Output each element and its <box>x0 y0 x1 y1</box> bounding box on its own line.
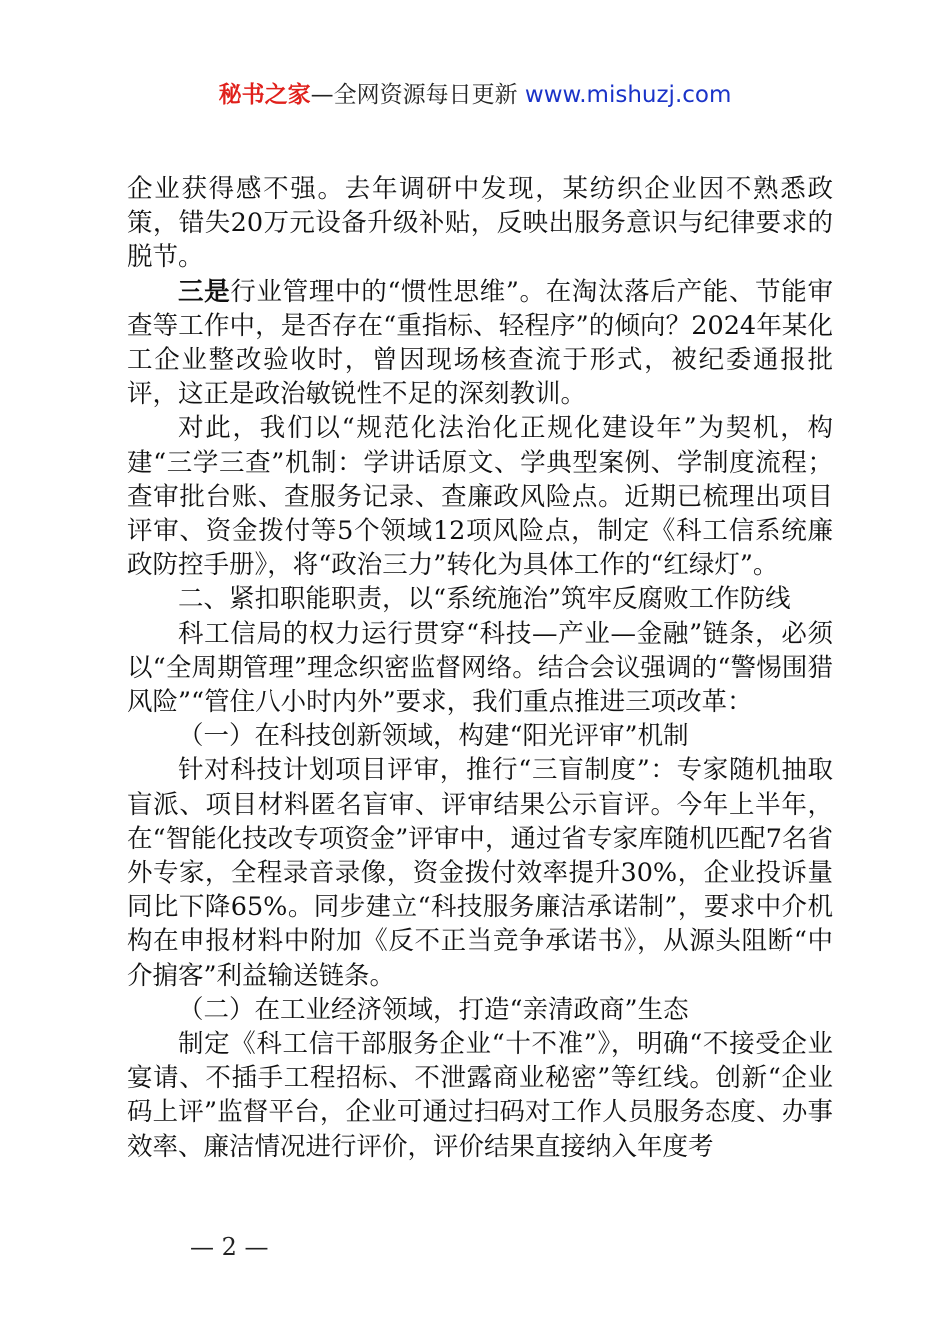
paragraph-ten-prohibitions: 制定《科工信干部服务企业“十不准”》，明确“不接受企业宴请、不插手工程招标、不泄露商业秘密”等红线。创新“企业码上评”监督平台，企业可通过扫码对工作人员服务态度、办事效率、廉洁情况进行评价，评价结果直接纳入年度考 <box>127 1029 833 1162</box>
point-three-text: 行业管理中的“惯性思维”。在淘汰落后产能、节能审查等工作中，是否存在“重指标、轻程序”的倾向？2024年某化工企业整改验收时，曾因现场核查流于形式，被纪委通报批评，这正是政治敏锐性不足的深刻教训。 <box>127 276 833 410</box>
site-brand: 秘书之家 <box>218 82 311 108</box>
site-tagline: —全网资源每日更新 <box>310 82 518 108</box>
paragraph-power-operation: 科工信局的权力运行贯穿“科技—产业—金融”链条，必须以“全周期管理”理念织密监督网络。结合会议强调的“警惕围猎风险”“管住八小时内外”要求，我们重点推进三项改革： <box>127 618 833 718</box>
subheading-industrial-economy: （二）在工业经济领域，打造“亲清政商”生态 <box>178 994 689 1025</box>
site-header <box>0 78 950 112</box>
subheading-tech-innovation: （一）在科技创新领域，构建“阳光评审”机制 <box>178 721 689 752</box>
document-body <box>127 172 833 1164</box>
point-three-lead: 三是 <box>178 276 231 307</box>
paragraph-sunshine-review: 针对科技计划项目评审，推行“三盲制度”：专家随机抽取盲派、项目材料匿名盲审、评审结果公示盲评。今年上半年，在“智能化技改专项资金”评审中，通过省专家库随机匹配7名省外专家，全程录音录像，资金拨付效率提升30%，企业投诉量同比下降65%。同步建立“科技服务廉洁承诺制”，要求中介机构在申报材料中附加《反不正当竞争承诺书》，从源头阻断“中介掮客”利益输送链条。 <box>127 755 833 991</box>
site-url-link[interactable]: www.mishuzj.com <box>524 82 732 108</box>
paragraph-continuation: 企业获得感不强。去年调研中发现，某纺织企业因不熟悉政策，错失20万元设备升级补贴，反映出服务意识与纪律要求的脱节。 <box>127 174 833 273</box>
paragraph-countermeasures: 对此，我们以“规范化法治化正规化建设年”为契机，构建“三学三查”机制：学讲话原文、学典型案例、学制度流程；查审批台账、查服务记录、查廉政风险点。近期已梳理出项目评审、资金拨付等5个领域12项风险点，制定《科工信系统廉政防控手册》，将“政治三力”转化为具体工作的“红绿灯”。 <box>127 413 833 581</box>
page-number: — 2 — <box>190 1233 269 1261</box>
section-heading-two: 二、紧扣职能职责，以“系统施治”筑牢反腐败工作防线 <box>178 584 791 615</box>
paragraph-point-three <box>127 275 833 412</box>
